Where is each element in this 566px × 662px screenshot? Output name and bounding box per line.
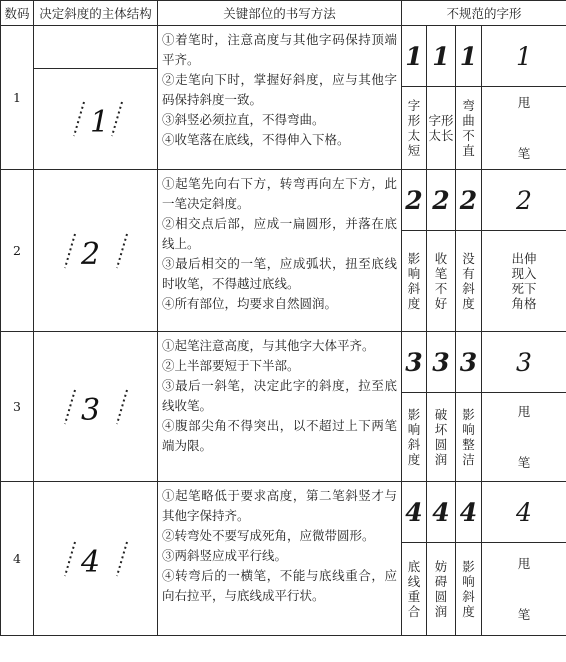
wrong-note: 收笔不好 bbox=[434, 251, 448, 311]
table-row bbox=[1, 170, 566, 231]
header-num: 数码 bbox=[1, 1, 34, 26]
wrong-glyph: 4 bbox=[456, 482, 482, 543]
method-cell bbox=[158, 170, 402, 332]
wrong-note: 破坏圆润 bbox=[434, 407, 448, 467]
wrong-glyph: 3 bbox=[402, 332, 427, 393]
wrong-note: 甩 笔 bbox=[517, 404, 531, 470]
slant-structure-figure bbox=[34, 201, 157, 301]
wrong-glyph: 3 bbox=[456, 332, 482, 393]
structure-cell bbox=[34, 332, 158, 482]
wrong-note: 底线重合 bbox=[407, 559, 421, 619]
method-step: ①起笔略低于要求高度，第二笔斜竖才与其他字保持齐。 bbox=[162, 488, 397, 523]
wrong-note: 甩 笔 bbox=[517, 95, 531, 161]
wrong-note: 影响斜度 bbox=[407, 251, 421, 311]
method-step: ③最后相交的一笔，应成弧状，扭至底线时收笔，不得越过底线。 bbox=[162, 256, 397, 291]
method-step: ④腹部尖角不得突出，以不超过上下两笔端为限。 bbox=[162, 418, 397, 453]
method-cell bbox=[158, 26, 402, 170]
wrong-glyph: 2 bbox=[427, 170, 456, 231]
method-step: ②相交点后部，应成一扁圆形，并落在底线上。 bbox=[162, 216, 397, 251]
structure-cell bbox=[34, 26, 158, 170]
wrong-note: 出伸现入死下角格 bbox=[511, 251, 537, 311]
row-number: 4 bbox=[1, 482, 34, 636]
method-step: ④转弯后的一横笔，不能与底线重合，应向右拉平，与底线成平行状。 bbox=[162, 568, 397, 603]
slant-guide-lines bbox=[61, 382, 131, 432]
wrong-glyph: 1 bbox=[427, 26, 456, 87]
structure-digit: 2 bbox=[80, 236, 100, 272]
method-step: ④收笔落在底线，不得伸入下格。 bbox=[162, 132, 350, 147]
wrong-glyph: 4 bbox=[427, 482, 456, 543]
method-step: ④所有部位，均要求自然圆润。 bbox=[162, 296, 338, 311]
method-step: ②上半部要短于下半部。 bbox=[162, 358, 300, 373]
table-row bbox=[1, 332, 566, 393]
row-number: 2 bbox=[1, 170, 34, 332]
wrong-glyph: 2 bbox=[482, 170, 566, 231]
table-row bbox=[1, 26, 566, 87]
structure-digit: 1 bbox=[89, 105, 109, 140]
slant-guide-lines bbox=[61, 534, 131, 584]
wrong-note: 没有斜度 bbox=[462, 251, 475, 311]
wrong-glyph: 2 bbox=[456, 170, 482, 231]
wrong-note: 妨碍圆润 bbox=[434, 559, 448, 619]
structure-cell bbox=[34, 170, 158, 332]
wrong-glyph: 3 bbox=[482, 332, 566, 393]
method-cell bbox=[158, 332, 402, 482]
method-step: ③斜竖必须拉直，不得弯曲。 bbox=[162, 112, 325, 127]
structure-digit: 3 bbox=[80, 392, 100, 428]
table-row bbox=[1, 482, 566, 543]
method-cell bbox=[158, 482, 402, 636]
wrong-note: 影响斜度 bbox=[407, 407, 421, 467]
method-step: ②转弯处不要写成死角，应微带圆形。 bbox=[162, 528, 375, 543]
wrong-glyph: 1 bbox=[402, 26, 427, 87]
structure-digit: 4 bbox=[80, 544, 100, 580]
wrong-note: 弯曲不直 bbox=[462, 98, 475, 158]
wrong-glyph: 4 bbox=[482, 482, 566, 543]
wrong-glyph: 1 bbox=[456, 26, 482, 87]
row-number: 3 bbox=[1, 332, 34, 482]
wrong-note: 影响整洁 bbox=[462, 407, 475, 467]
slant-structure-figure bbox=[34, 509, 157, 609]
method-step: ①着笔时，注意高度与其他字码保持顶端平齐。 bbox=[162, 32, 397, 67]
wrong-glyph: 3 bbox=[427, 332, 456, 393]
method-step: ③最后一斜笔，决定此字的斜度，拉至底线收笔。 bbox=[162, 378, 397, 413]
method-step: ②走笔向下时，掌握好斜度，应与其他字码保持斜度一致。 bbox=[162, 72, 397, 107]
header-wrong: 不规范的字形 bbox=[402, 1, 566, 26]
slant-structure-figure bbox=[34, 69, 157, 169]
wrong-note: 甩 笔 bbox=[517, 556, 531, 622]
row-number: 1 bbox=[1, 26, 34, 170]
wrong-glyph: 1 bbox=[482, 26, 566, 87]
header-method: 关键部位的书写方法 bbox=[158, 1, 402, 26]
wrong-note: 字形太长 bbox=[428, 113, 454, 143]
header-structure: 决定斜度的主体结构 bbox=[34, 1, 158, 26]
slant-structure-figure bbox=[34, 357, 157, 457]
slant-guide-lines bbox=[66, 94, 126, 144]
header-row bbox=[1, 1, 566, 26]
wrong-note: 字形太短 bbox=[407, 98, 421, 158]
slant-guide-lines bbox=[61, 226, 131, 276]
wrong-note: 影响斜度 bbox=[462, 559, 475, 619]
method-step: ①起笔先向右下方，转弯再向左下方，此一笔决定斜度。 bbox=[162, 176, 397, 211]
method-step: ③两斜竖应成平行线。 bbox=[162, 548, 288, 563]
method-step: ①起笔注意高度，与其他字大体平齐。 bbox=[162, 338, 375, 353]
structure-cell bbox=[34, 482, 158, 636]
wrong-glyph: 4 bbox=[402, 482, 427, 543]
wrong-glyph: 2 bbox=[402, 170, 427, 231]
